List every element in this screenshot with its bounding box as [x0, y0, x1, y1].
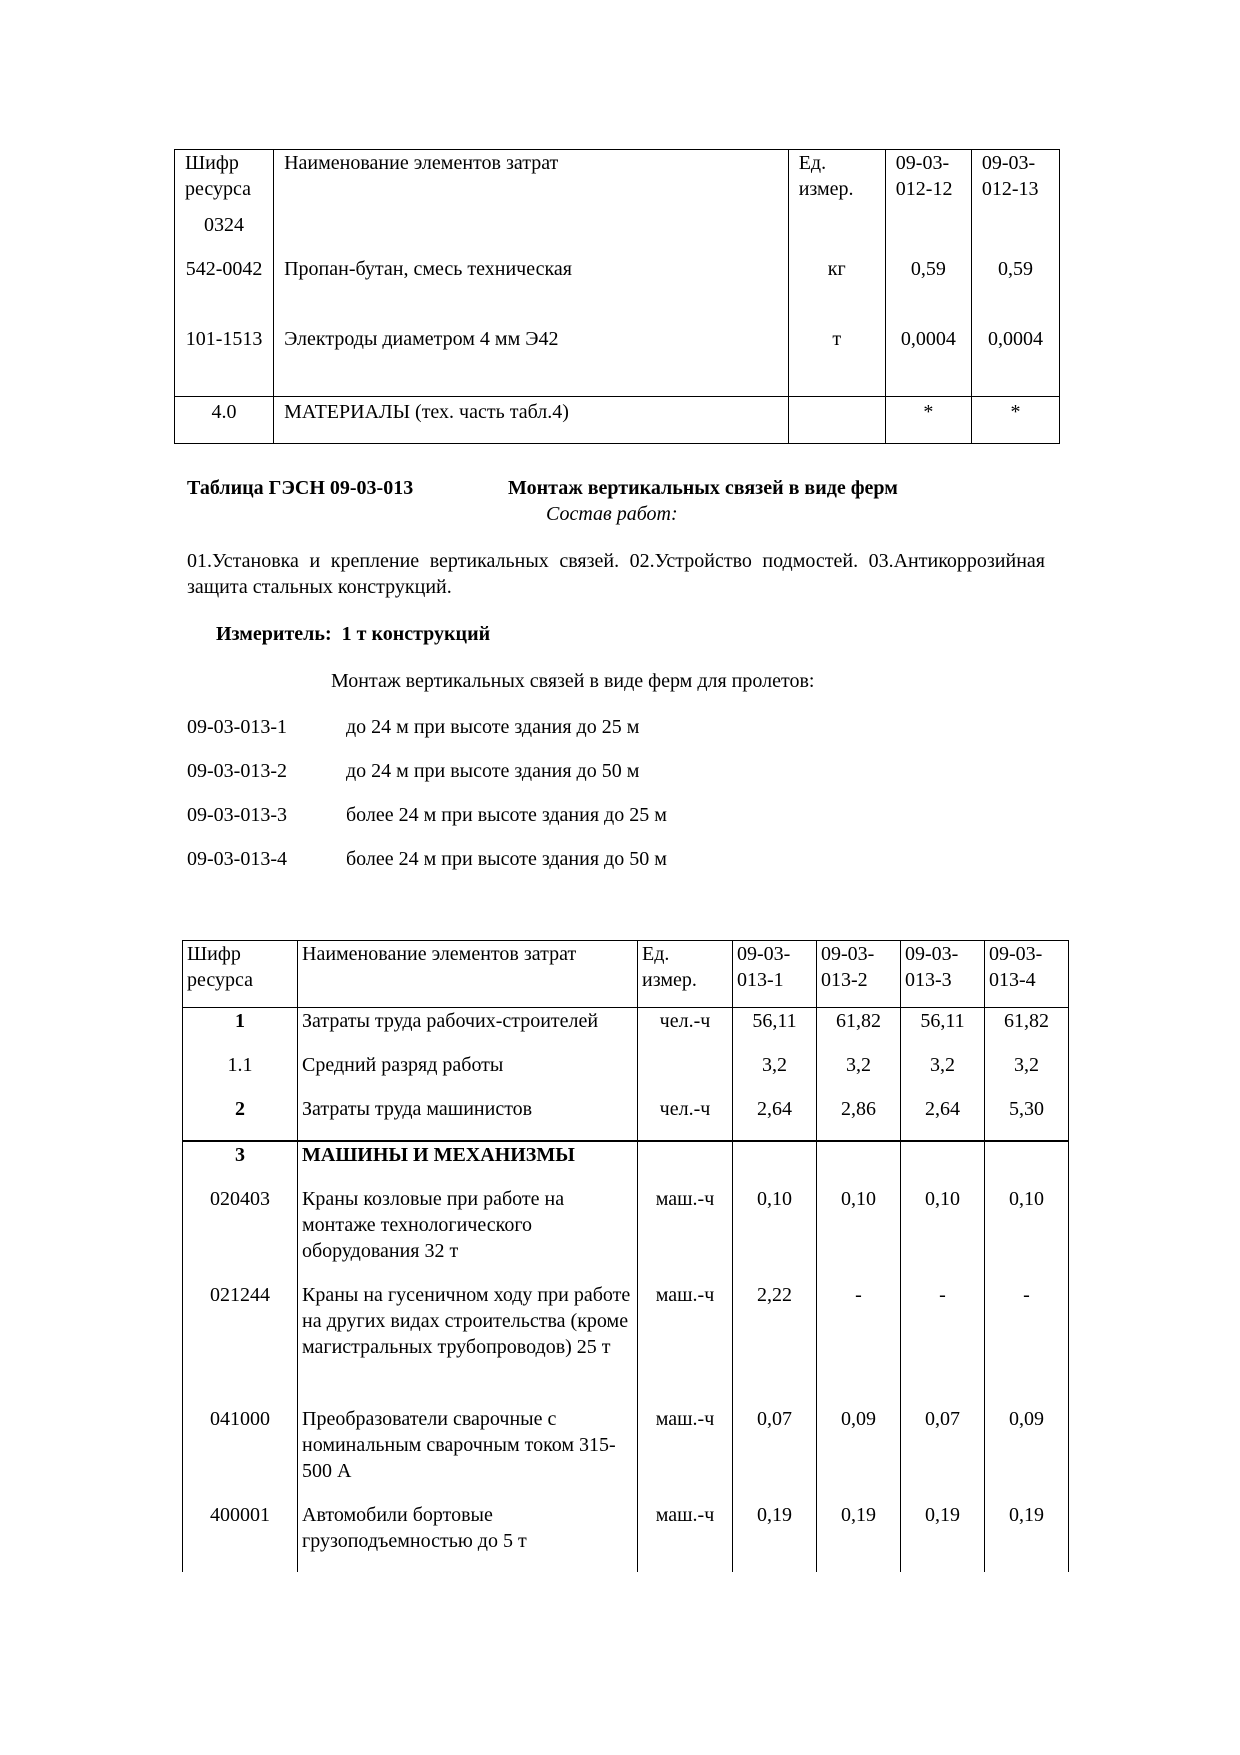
cell-value: 0,19: [733, 1502, 817, 1572]
cell-value: -: [817, 1282, 901, 1406]
cell-unit: т: [788, 326, 885, 397]
cell-value: 2,22: [733, 1282, 817, 1406]
resource-table-2: [182, 940, 1069, 1572]
cell-code: 0324: [204, 214, 245, 236]
cell-name: Затраты труда рабочих-строителей: [298, 1008, 638, 1053]
table-row: [175, 212, 1060, 256]
cell-value: 61,82: [817, 1008, 901, 1053]
header-col-4: 09-03-013-4: [985, 941, 1069, 1008]
cell-name: [274, 212, 789, 256]
cell-value: 0,09: [817, 1406, 901, 1502]
cell-value: 3,2: [901, 1052, 985, 1096]
table-row: [183, 1502, 1069, 1572]
item-code: 09-03-013-3: [187, 804, 287, 826]
cell-value: 3,2: [985, 1052, 1069, 1096]
cell-unit: чел.-ч: [638, 1096, 733, 1141]
measure-label: Измеритель:: [216, 623, 332, 645]
cell-value: [733, 1141, 817, 1186]
table-row: [183, 1282, 1069, 1406]
cell-value: 0,10: [817, 1186, 901, 1282]
header-col-2: 09-03-013-2: [817, 941, 901, 1008]
header-col-3: 09-03-013-3: [901, 941, 985, 1008]
cell-value: 56,11: [901, 1008, 985, 1053]
cell-value: -: [901, 1282, 985, 1406]
resource-table-1: [174, 149, 1060, 444]
cell-value: [817, 1141, 901, 1186]
header-unit: Ед. измер.: [638, 941, 733, 1008]
cell-name: Преобразователи сварочные с номинальным сварочным током 315-500 А: [298, 1406, 638, 1502]
cell-name: Пропан-бутан, смесь техническая: [274, 256, 789, 326]
table-label: Таблица ГЭСН 09-03-013: [187, 477, 414, 499]
cell-code: 2: [235, 1098, 245, 1120]
header-name: Наименование элементов затрат: [274, 150, 789, 213]
cell-value: 2,64: [733, 1096, 817, 1141]
item-text: более 24 м при высоте здания до 50 м: [346, 848, 667, 870]
cell-value: [971, 212, 1059, 256]
cell-name: Краны козловые при работе на монтаже технологического оборудования 32 т: [298, 1186, 638, 1282]
header-name: Наименование элементов затрат: [298, 941, 638, 1008]
cell-unit: [788, 212, 885, 256]
cell-value: 3,2: [817, 1052, 901, 1096]
header-col-1: 09-03-012-12: [885, 150, 971, 213]
header-code: Шифр ресурса: [185, 152, 251, 200]
header-col-1: 09-03-013-1: [733, 941, 817, 1008]
cell-code: 041000: [210, 1408, 270, 1430]
cell-code: 020403: [210, 1188, 270, 1210]
cell-unit: маш.-ч: [638, 1186, 733, 1282]
table-row: [175, 326, 1060, 397]
cell-value: 0,0004: [971, 326, 1059, 397]
cell-unit: [788, 397, 885, 444]
measure-value: 1 т конструкций: [341, 623, 491, 645]
item-text: более 24 м при высоте здания до 25 м: [346, 804, 667, 826]
cell-value: -: [985, 1282, 1069, 1406]
table-row: [183, 1008, 1069, 1053]
cell-code: 400001: [210, 1504, 270, 1526]
cell-value: 0,0004: [885, 326, 971, 397]
cell-value: *: [885, 397, 971, 444]
cell-value: 0,10: [985, 1186, 1069, 1282]
cell-unit: маш.-ч: [638, 1282, 733, 1406]
cell-name: МАШИНЫ И МЕХАНИЗМЫ: [298, 1141, 638, 1186]
cell-value: 0,19: [985, 1502, 1069, 1572]
list-item: [187, 714, 639, 740]
table-row: [175, 256, 1060, 326]
composition-text: 01.Установка и крепление вертикальных связей. 02.Устройство подмостей. 03.Антикоррозийная защита стальных конструкций.: [187, 550, 1045, 598]
cell-name: МАТЕРИАЛЫ (тех. часть табл.4): [274, 397, 789, 444]
table-row: [183, 1186, 1069, 1282]
cell-value: 0,07: [733, 1406, 817, 1502]
spans-title: Монтаж вертикальных связей в виде ферм для пролетов:: [331, 670, 815, 692]
cell-code: 3: [183, 1141, 298, 1186]
cell-value: 56,11: [733, 1008, 817, 1053]
list-item: [187, 846, 667, 872]
cell-value: 2,64: [901, 1096, 985, 1141]
cell-value: [985, 1141, 1069, 1186]
table-row: [183, 1052, 1069, 1096]
item-text: до 24 м при высоте здания до 25 м: [346, 716, 640, 738]
header-col-2: 09-03-012-13: [971, 150, 1059, 213]
cell-value: [885, 212, 971, 256]
cell-value: 0,07: [901, 1406, 985, 1502]
cell-unit: маш.-ч: [638, 1502, 733, 1572]
section-title: Монтаж вертикальных связей в виде ферм: [508, 477, 898, 499]
item-code: 09-03-013-1: [187, 716, 287, 738]
table-row: [183, 1406, 1069, 1502]
cell-value: [901, 1141, 985, 1186]
cell-value: 2,86: [817, 1096, 901, 1141]
table-row: [175, 397, 1060, 444]
table-row: [183, 1096, 1069, 1141]
item-text: до 24 м при высоте здания до 50 м: [346, 760, 640, 782]
cell-value: 0,09: [985, 1406, 1069, 1502]
cell-value: 0,19: [817, 1502, 901, 1572]
cell-unit: кг: [788, 256, 885, 326]
cell-value: 0,19: [901, 1502, 985, 1572]
measure-line: [216, 621, 490, 647]
cell-value: 0,10: [733, 1186, 817, 1282]
cell-code: 542-0042: [185, 258, 263, 280]
item-code: 09-03-013-4: [187, 848, 287, 870]
cell-unit: маш.-ч: [638, 1406, 733, 1502]
cell-value: 61,82: [985, 1008, 1069, 1053]
list-item: [187, 758, 639, 784]
cell-unit: [638, 1141, 733, 1186]
cell-unit: чел.-ч: [638, 1008, 733, 1053]
cell-name: Краны на гусеничном ходу при работе на других видах строительства (кроме магистральных трубопроводов) 25 т: [298, 1282, 638, 1406]
composition-label: Состав работ:: [546, 503, 678, 525]
cell-code: 1.1: [227, 1054, 253, 1076]
table-header-row: [175, 150, 1060, 213]
cell-code: 101-1513: [185, 328, 263, 350]
cell-value: 0,59: [885, 256, 971, 326]
cell-value: 5,30: [985, 1096, 1069, 1141]
cell-name: Автомобили бортовые грузоподъемностью до 5 т: [298, 1502, 638, 1572]
cell-code: 4.0: [175, 397, 274, 444]
cell-code: 1: [235, 1010, 245, 1032]
cell-value: 0,59: [971, 256, 1059, 326]
cell-name: Затраты труда машинистов: [298, 1096, 638, 1141]
cell-value: *: [971, 397, 1059, 444]
header-unit: Ед. измер.: [788, 150, 885, 213]
cell-name: Электроды диаметром 4 мм Э42: [274, 326, 789, 397]
table-row: [183, 1141, 1069, 1186]
cell-value: 0,10: [901, 1186, 985, 1282]
list-item: [187, 802, 667, 828]
table-header-row: [183, 941, 1069, 1008]
header-code: Шифр ресурса: [183, 941, 298, 1008]
cell-unit: [638, 1052, 733, 1096]
cell-name: Средний разряд работы: [298, 1052, 638, 1096]
cell-value: 3,2: [733, 1052, 817, 1096]
item-code: 09-03-013-2: [187, 760, 287, 782]
cell-code: 021244: [210, 1284, 270, 1306]
